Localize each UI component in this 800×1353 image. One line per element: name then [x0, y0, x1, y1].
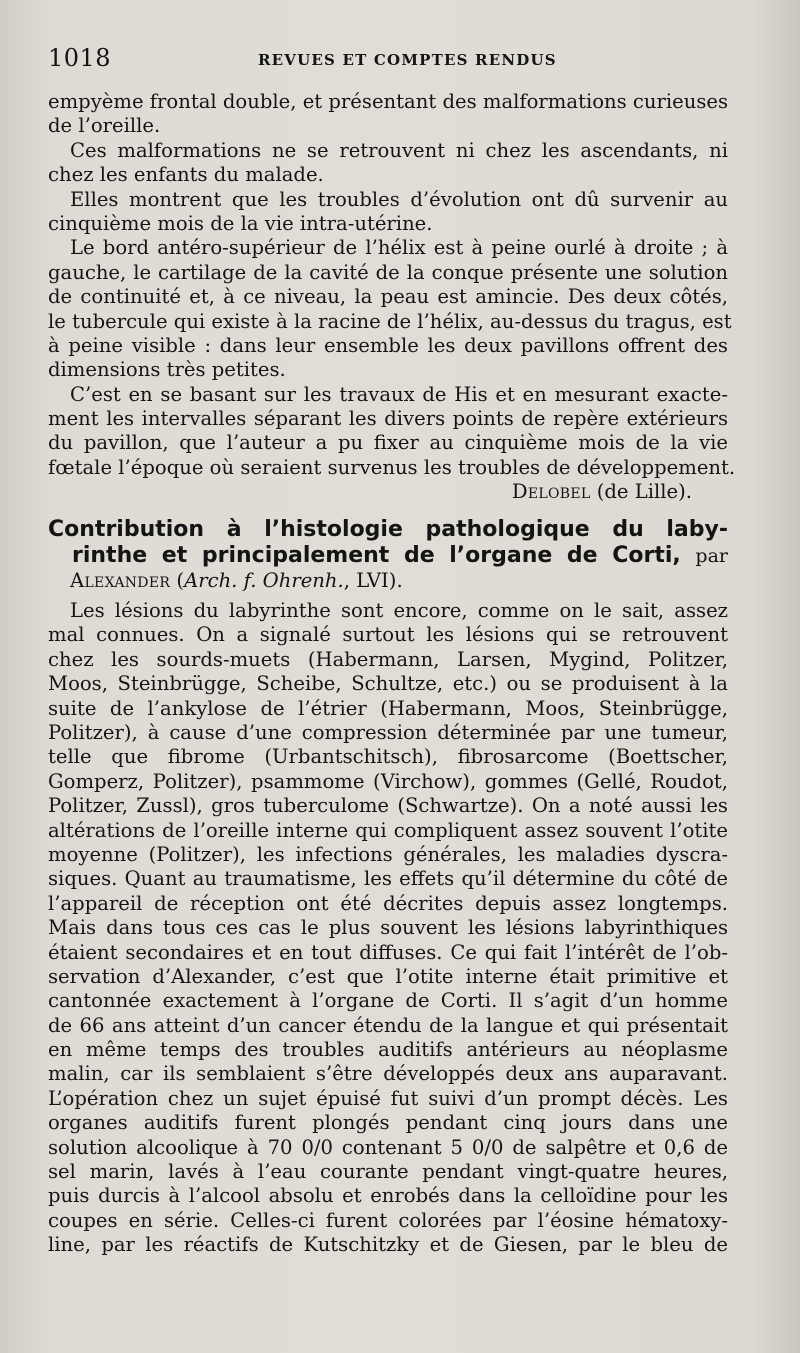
- text-line: étaient secondaires et en tout diffuses. Ce qui fait l’intérêt de l’ob-: [48, 940, 728, 964]
- citation-open: (: [176, 568, 185, 592]
- review-title-line: Contribution à l’histologie pathologique du laby-: [48, 516, 728, 542]
- signature-name: Delobel: [511, 480, 591, 504]
- text-line: Politzer), à cause d’une compression déterminée par une tumeur,: [48, 720, 728, 744]
- text-line: sel marin, lavés à l’eau courante pendant vingt-quatre heures,: [48, 1160, 728, 1184]
- review-delobel: [48, 90, 736, 505]
- citation-author: Alexander: [70, 568, 171, 592]
- citation-journal: Arch. f. Ohrenh.: [184, 568, 344, 592]
- text-line: siques. Quant au traumatisme, les effets qu’il détermine du côté de: [48, 867, 728, 891]
- text-line: Ces malformations ne se retrouvent ni chez les ascendants, ni: [70, 138, 728, 162]
- text-line: puis durcis à l’alcool absolu et enrobés dans la celloïdine pour les: [48, 1184, 728, 1208]
- text-line: le tubercule qui existe à la racine de l’hélix, au-dessus du tragus, est: [48, 309, 732, 333]
- text-line: coupes en série. Celles-ci furent colorées par l’éosine hématoxy-: [48, 1208, 728, 1232]
- review-title-by: par: [695, 544, 728, 567]
- text-line: Elles montrent que les troubles d’évolution ont dû survenir au: [70, 187, 728, 211]
- text-line: cinquième mois de la vie intra-utérine.: [48, 211, 433, 235]
- text-line: l’appareil de réception ont été décrites depuis assez longtemps.: [48, 891, 728, 915]
- text-line: servation d’Alexander, c’est que l’otite interne était primitive et: [48, 964, 728, 988]
- text-line: Le bord antéro-supérieur de l’hélix est à peine ourlé à droite ; à: [70, 236, 728, 260]
- text-line: gauche, le cartilage de la cavité de la conque présente une solution: [48, 260, 728, 284]
- text-line: dimensions très petites.: [48, 358, 286, 382]
- text-line: empyème frontal double, et présentant des malformations curieuses: [48, 90, 729, 113]
- text-line: malin, car ils semblaient s’être développés deux ans auparavant.: [48, 1062, 728, 1086]
- text-line: de l’oreille.: [48, 114, 161, 138]
- page-header: [48, 44, 734, 76]
- text-line: cantonnée exactement à l’organe de Corti. Il s’agit d’un homme: [48, 989, 728, 1013]
- text-line: L’opération chez un sujet épuisé fut suivi d’un prompt décès. Les: [48, 1086, 728, 1110]
- text-line: moyenne (Politzer), les infections générales, les maladies dyscra-: [48, 842, 728, 866]
- text-line: mal connues. On a signalé surtout les lésions qui se retrouvent: [48, 623, 728, 647]
- text-line: de 66 ans atteint d’un cancer étendu de la langue et qui présentait: [48, 1013, 728, 1037]
- signature-place: (de Lille).: [596, 480, 692, 504]
- text-line: Moos, Steinbrügge, Scheibe, Schultze, etc.) ou se produisent à la: [48, 672, 728, 696]
- text-line: fœtale l’époque où seraient survenus les troubles de développement.: [48, 455, 736, 479]
- text-line: Politzer, Zussl), gros tuberculome (Schwartze). On a noté aussi les: [48, 794, 728, 818]
- text-line: solution alcoolique à 70 0/0 contenant 5 0/0 de salpêtre et 0,6 de: [48, 1135, 728, 1159]
- text-line: C’est en se basant sur les travaux de His et en mesurant exacte-: [70, 382, 728, 406]
- page-number: 1018: [48, 44, 112, 72]
- text-line: à peine visible : dans leur ensemble les deux pavillons offrent des: [48, 333, 728, 357]
- text-line: en même temps des troubles auditifs antérieurs au néoplasme: [48, 1038, 728, 1062]
- text-line: Mais dans tous ces cas le plus souvent les lésions labyrinthiques: [48, 916, 728, 940]
- text-line: de continuité et, à ce niveau, la peau est amincie. Des deux côtés,: [48, 285, 728, 309]
- review-alexander: [48, 517, 728, 1258]
- review-title-line: [48, 543, 728, 569]
- text-line: altérations de l’oreille interne qui compliquent assez souvent l’otite: [48, 818, 728, 842]
- text-line: du pavillon, que l’auteur a pu fixer au cinquième mois de la vie: [48, 431, 728, 455]
- text-line: ment les intervalles séparant les divers points de repère extérieurs: [48, 407, 728, 431]
- review-signature: [48, 480, 728, 504]
- text-line: chez les sourds-muets (Habermann, Larsen, Mygind, Politzer,: [48, 647, 728, 671]
- body-text: [48, 90, 736, 1258]
- citation-rest: , LVI).: [343, 568, 403, 592]
- text-line: chez les enfants du malade.: [48, 163, 324, 187]
- text-line: organes auditifs furent plongés pendant cinq jours dans une: [48, 1111, 728, 1135]
- review-title-text: rinthe et principalement de l’organe de Corti,: [72, 542, 681, 568]
- text-line: Les lésions du labyrinthe sont encore, comme on le sait, assez: [70, 599, 728, 623]
- text-line: Gomperz, Politzer), psammome (Virchow), gommes (Gellé, Roudot,: [48, 769, 728, 793]
- text-line: suite de l’ankylose de l’étrier (Habermann, Moos, Steinbrügge,: [48, 696, 728, 720]
- text-line: telle que fibrome (Urbantschitsch), fibrosarcome (Boettscher,: [48, 745, 728, 769]
- text-line: line, par les réactifs de Kutschitzky et de Giesen, par le bleu de: [48, 1233, 728, 1257]
- review-citation: [48, 569, 728, 593]
- running-head: REVUES ET COMPTES RENDUS: [258, 51, 557, 69]
